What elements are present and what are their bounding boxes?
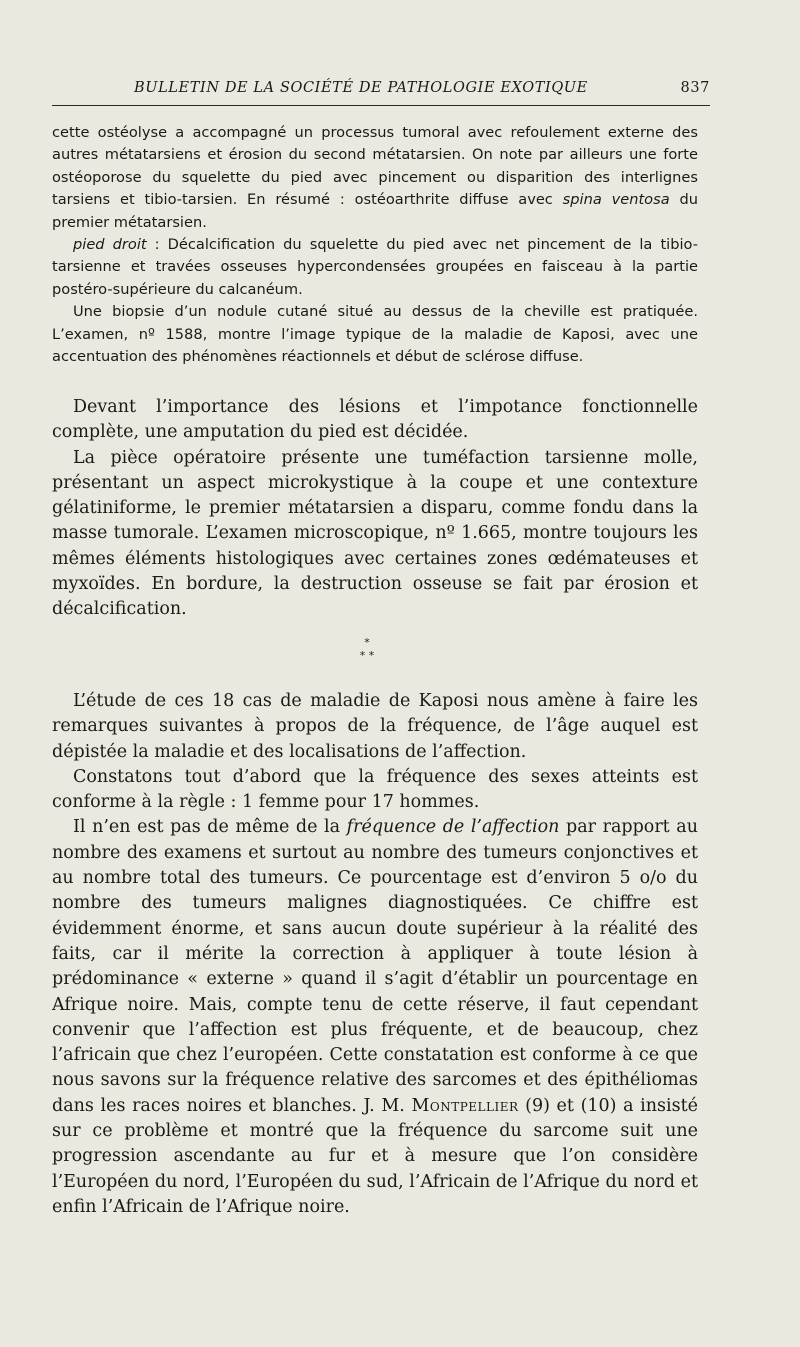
text-run: par rapport au nombre des examens et surtout au nombre des tumeurs conjonctives et au nombre total des tumeurs. Ce pourcentage est d’environ 5 o/o du nombre des tumeurs malignes diagnostiquées. Ce chiffre est évidemment énorme, et sans aucun doute supérieur à la réalité des faits, car il mérite la correction à appliquer à toute lésion à prédominance « externe » quand il s’agit d’établir un pourcentage en Afrique noire. Mais, compte tenu de cette réserve, il faut cependant convenir que l’affection est plus fréquente, et de beaucoup, chez l’africain que chez l’européen. Cette constatation est conforme à ce que nous savons sur la fréquence relative des sarcomes et des épithéliomas dans les races noires et blanches. J. M. — [52, 817, 699, 1116]
paragraph-constatons: Constatons tout d’abord que la fréquence des sexes atteints est conforme à la règle : 1 femme pour 17 hommes. — [52, 766, 698, 813]
header-rule — [52, 105, 710, 106]
author-name: Montpellier — [411, 1095, 519, 1116]
paragraph-biopsie: Une biopsie d’un nodule cutané situé au dessus de la cheville est pratiquée. L’examen, nº 1588, montre l’image typique de la maladie de Kaposi, avec une accentuation des phénomènes réactionnels et début de sclérose diffuse. — [52, 303, 698, 366]
paragraph-piece-operatoire: La pièce opératoire présente une tuméfaction tarsienne molle, présentant un aspect microkystique à la coupe et une contexture gélatiniforme, le premier métatarsien a disparu, comme fondu dans la masse tumorale. L’examen microscopique, nº 1.665, montre toujours les mêmes éléments histologiques avec certaines zones œdémateuses et myxoïdes. En bordure, la destruction osseuse se fait par érosion et décalcification. — [52, 447, 698, 620]
text-run: du premier métatarsien. — [52, 191, 698, 231]
large-text-block-2 — [52, 689, 698, 1220]
small-text-block — [52, 122, 698, 368]
text-run: : Décalcification du squelette du pied avec net pincement de la tibio-tarsienne et travées osseuses hypercondensées groupées en faisceau à la partie postéro-supérieure du calcanéum. — [52, 236, 699, 298]
italic-term: pied droit — [73, 236, 147, 254]
text-run: (9) et (10) a insisté sur ce problème et montré que la fréquence du sarcome suit une progression ascendante au fur et à mesure que l’on considère l’Européen du nord, l’Européen du sud, l’Africain de l’Afrique du nord et enfin l’Africain de l’Afrique noire. — [52, 1095, 698, 1217]
running-header — [52, 80, 712, 102]
section-separator — [352, 636, 382, 670]
paragraph-frequence — [52, 815, 698, 1220]
italic-term: spina ventosa — [562, 191, 670, 209]
separator-star-top: * — [364, 636, 370, 649]
journal-title: BULLETIN DE LA SOCIÉTÉ DE PATHOLOGIE EXOTIQUE — [134, 80, 588, 96]
text-run: cette ostéolyse a accompagné un processus tumoral avec refoulement externe des autres métatarsiens et érosion du second métatarsien. On note par ailleurs une forte ostéoporose du squelette du pied avec pincement ou disparition des interlignes tarsiens et tibio-tarsien. En résumé : ostéoarthrite diffuse avec — [52, 124, 698, 209]
italic-term: fréquence de l’affection — [346, 817, 560, 838]
page-number: 837 — [680, 80, 710, 96]
large-text-block-1 — [52, 395, 698, 623]
paragraph-etude: L’étude de ces 18 cas de maladie de Kaposi nous amène à faire les remarques suivantes à propos de la fréquence, de l’âge auquel est dépistée la maladie et des localisations de l’affection. — [52, 691, 698, 762]
separator-stars-bottom: * * — [359, 649, 375, 662]
paragraph-osteolyse — [52, 122, 698, 234]
text-run: Il n’en est pas de même de la — [73, 817, 347, 838]
paragraph-amputation: Devant l’importance des lésions et l’impotance fonctionnelle complète, une amputation du pied est décidée. — [52, 397, 698, 443]
paragraph-pied-droit — [52, 234, 698, 301]
